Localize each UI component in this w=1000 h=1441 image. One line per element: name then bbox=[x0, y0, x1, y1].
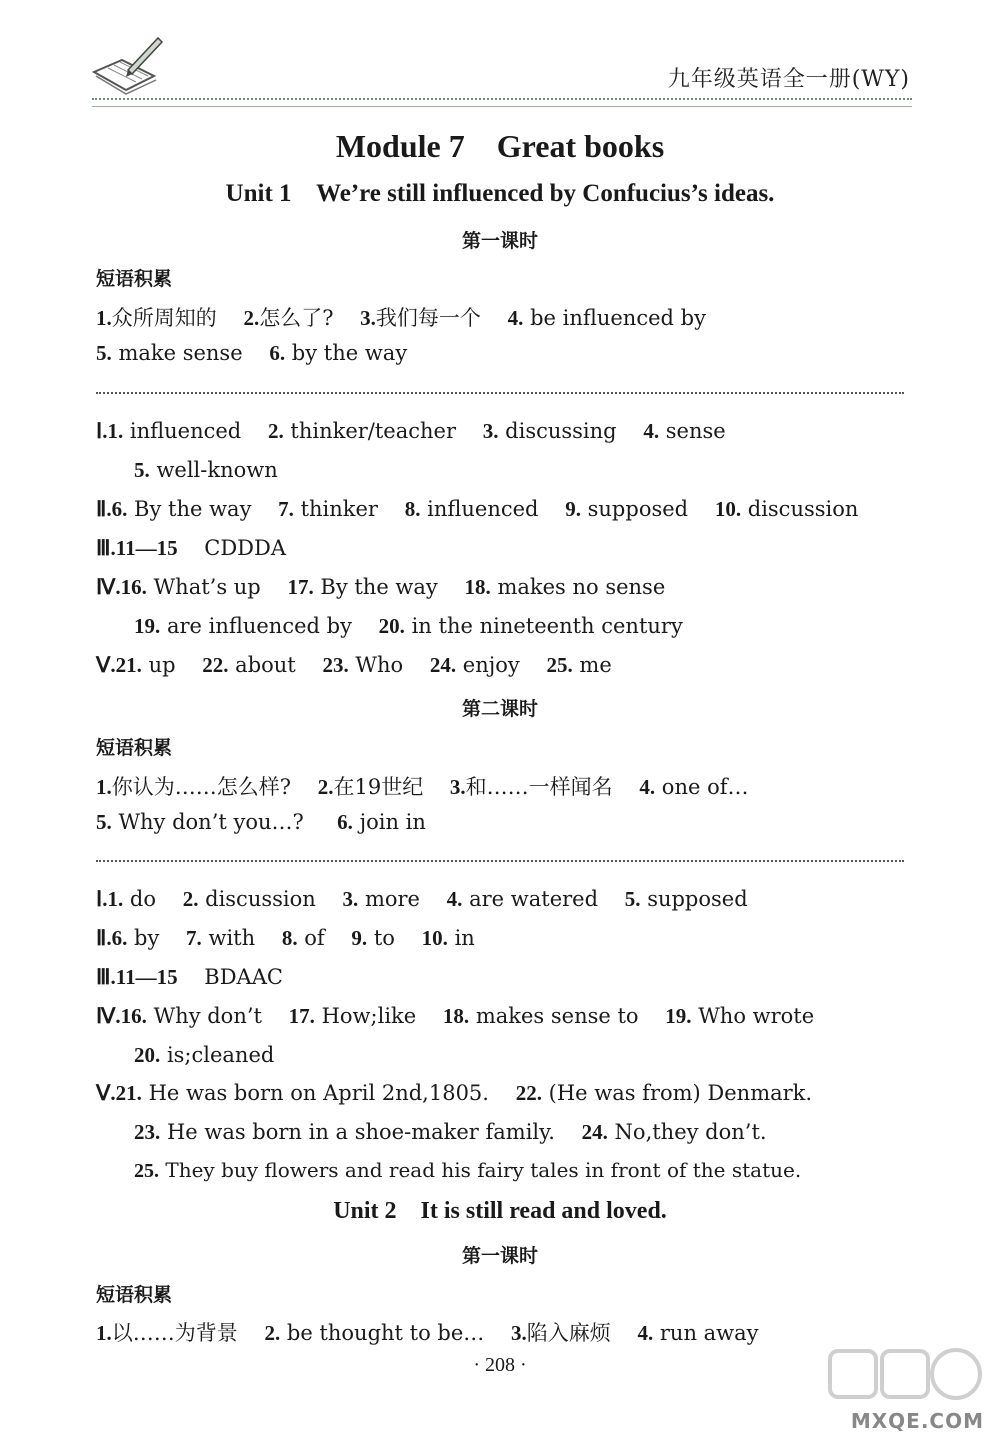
answer-line: 23. He was born in a shoe-maker family. 24. No,they don’t. bbox=[134, 1120, 767, 1144]
answer-line: Ⅲ.11—15 BDAAC bbox=[96, 965, 283, 989]
answer-line: Ⅱ.6. by 7. with 8. of 9. to 10. in bbox=[96, 926, 475, 950]
dotted-divider bbox=[96, 392, 904, 394]
book-title: 九年级英语全一册(WY) bbox=[667, 67, 910, 92]
phrases-heading: 短语积累 bbox=[96, 268, 173, 290]
answer-line: Ⅳ.16. What’s up 17. By the way 18. makes no sense bbox=[96, 575, 666, 599]
answer-line: 19. are influenced by 20. in the nineteenth century bbox=[134, 614, 683, 638]
answer-line: 25. They buy flowers and read his fairy tales in front of the statue. bbox=[134, 1158, 802, 1182]
phrase-line: 5. make sense 6. by the way bbox=[96, 341, 408, 365]
answer-line: 5. well-known bbox=[134, 458, 278, 482]
header-divider bbox=[92, 98, 912, 107]
answer-line: Ⅱ.6. By the way 7. thinker 8. influenced 9. supposed 10. discussion bbox=[96, 497, 859, 521]
phrase-line: 1.众所周知的 2.怎么了? 3.我们每一个 4. be influenced by bbox=[96, 306, 706, 330]
phrase-line: 5. Why don’t you…? 6. join in bbox=[96, 810, 426, 834]
answer-line: Ⅴ.21. up 22. about 23. Who 24. enjoy 25. me bbox=[96, 653, 612, 677]
answer-line: Ⅰ.1. do 2. discussion 3. more 4. are watered 5. supposed bbox=[96, 887, 748, 911]
unit2-title: Unit 2 It is still read and loved. bbox=[333, 1198, 667, 1224]
answer-line: Ⅲ.11—15 CDDDA bbox=[96, 536, 287, 560]
answer-line: Ⅰ.1. influenced 2. thinker/teacher 3. discussing 4. sense bbox=[96, 419, 726, 443]
module-title: Module 7 Great books bbox=[335, 128, 665, 164]
answer-line: 20. is;cleaned bbox=[134, 1043, 275, 1067]
phrases-heading: 短语积累 bbox=[96, 737, 173, 759]
phrases-heading: 短语积累 bbox=[96, 1284, 173, 1306]
answer-line: Ⅴ.21. He was born on April 2nd,1805. 22. (He was from) Denmark. bbox=[96, 1081, 813, 1105]
unit1-title: Unit 1 We’re still influenced by Confucius’s ideas. bbox=[225, 180, 775, 207]
unit1-lesson2-title: 第二课时 bbox=[461, 698, 538, 720]
phrase-line: 1.以……为背景 2. be thought to be… 3.陷入麻烦 4. run away bbox=[96, 1321, 759, 1345]
unit1-lesson1-title: 第一课时 bbox=[461, 230, 538, 252]
unit2-lesson1-title: 第一课时 bbox=[461, 1245, 538, 1267]
phrase-line: 1.你认为……怎么样? 2.在19世纪 3.和……一样闻名 4. one of… bbox=[96, 775, 749, 799]
watermark-text: MXQE.COM bbox=[850, 1409, 984, 1433]
page-number: · 208 · bbox=[473, 1354, 527, 1376]
notebook-pencil-icon bbox=[88, 30, 168, 100]
answer-line: Ⅳ.16. Why don’t 17. How;like 18. makes sense to 19. Who wrote bbox=[96, 1004, 815, 1028]
dotted-divider bbox=[96, 860, 904, 862]
